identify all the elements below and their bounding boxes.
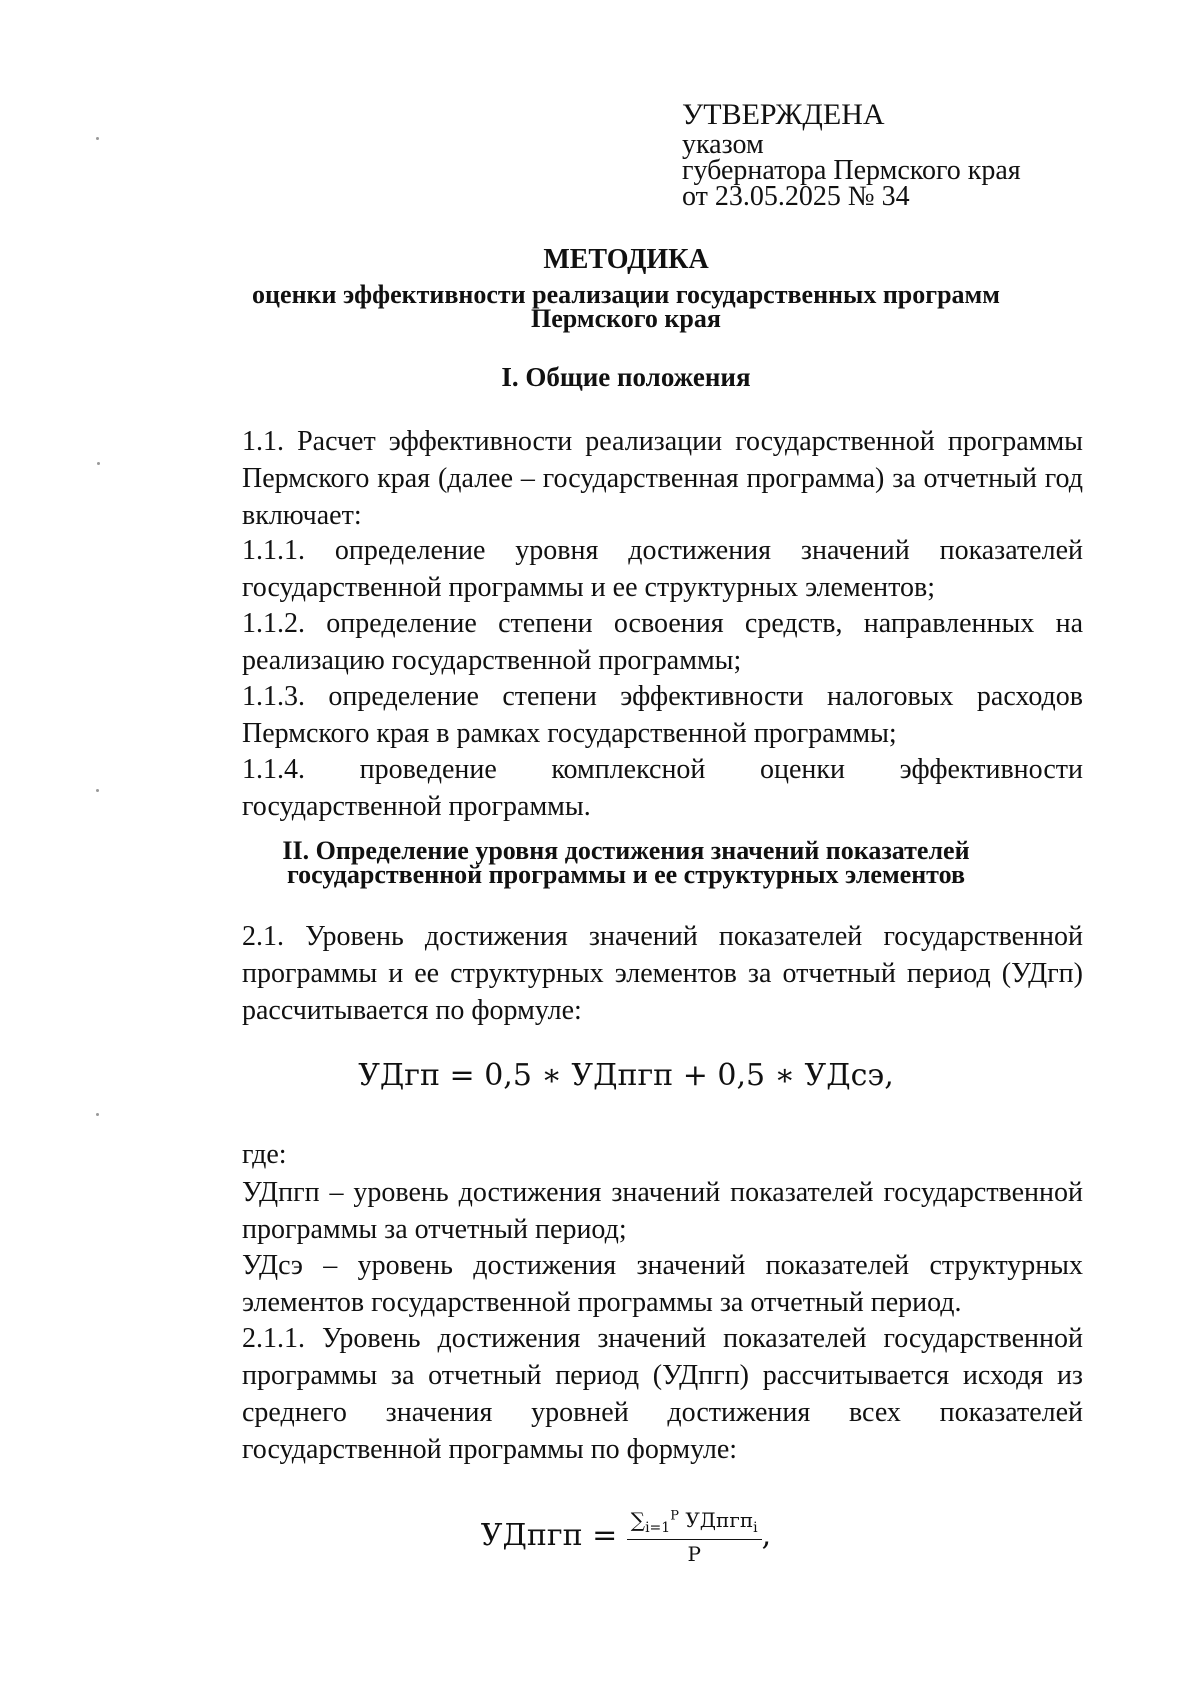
sum-symbol: ∑ [630,1508,646,1532]
document-subtitle-line2: Пермского края [531,304,721,333]
section1-heading: I. Общие положения [501,362,751,392]
definition-udse: УДсэ – уровень достижения значений показателей структурных элементов государственной программы за отчетный период. [242,1250,1083,1318]
where-label: где: [242,1139,287,1170]
section2-heading-line2: государственной программы и ее структурных элементов [287,860,965,889]
sum-upper-limit: P [670,1508,679,1524]
definition-udpgp: УДпгп – уровень достижения значений показателей государственной программы за отчетный период; [242,1177,1083,1245]
scan-speck [97,462,100,465]
formula-fraction [627,1508,762,1566]
formula-udpgp [0,1508,1200,1566]
paragraph-1-1: 1.1. Расчет эффективности реализации государственной программы Пермского края (далее – государственная программа) за отчетный год включает: [242,426,1083,531]
scan-speck [96,137,99,140]
formula-udgp: УДгп = 0,5 ∗ УДпгп + 0,5 ∗ УДсэ, [358,1058,894,1093]
scan-speck [96,789,99,792]
paragraph-1-1-3: 1.1.3. определение степени эффективности налоговых расходов Пермского края в рамках государственной программы; [242,681,1083,749]
document-subtitle-line1: оценки эффективности реализации государственных программ [252,280,1000,309]
approval-line-date: от 23.05.2025 № 34 [682,181,910,212]
document-title: МЕТОДИКА [543,244,709,275]
formula-numerator [627,1508,762,1540]
paragraph-1-1-2: 1.1.2. определение степени освоения средств, направленных на реализацию государственной программы; [242,608,1083,676]
approval-title: УТВЕРЖДЕНА [682,98,885,131]
paragraph-2-1-1: 2.1.1. Уровень достижения значений показателей государственной программы за отчетный период (УДпгп) рассчитывается исходя из среднего значения уровней достижения всех показателей государственной программы по формуле: [242,1323,1083,1465]
approval-stamp [682,98,1021,210]
formula-lhs: УДпгп = [480,1518,618,1553]
paragraph-1-1-1: 1.1.1. определение уровня достижения значений показателей государственной программы и ее структурных элементов; [242,535,1083,603]
paragraph-2-1: 2.1. Уровень достижения значений показателей государственной программы и ее структурных элементов за отчетный период (УДгп) рассчитывается по формуле: [242,921,1083,1026]
section2-heading-line1: II. Определение уровня достижения значений показателей [282,836,970,865]
paragraph-1-1-4: 1.1.4. проведение комплексной оценки эффективности государственной программы. [242,754,1083,822]
formula-denominator: P [687,1542,701,1566]
scan-speck [96,1113,99,1116]
formula-tail: , [761,1518,772,1553]
approval-line-decree: указом [682,129,764,160]
sum-lower-limit: i=1 [645,1520,671,1536]
sum-term: УДпгп [685,1508,754,1532]
approval-line-governor: губернатора Пермского края [682,155,1021,186]
sum-term-index: i [753,1520,758,1536]
